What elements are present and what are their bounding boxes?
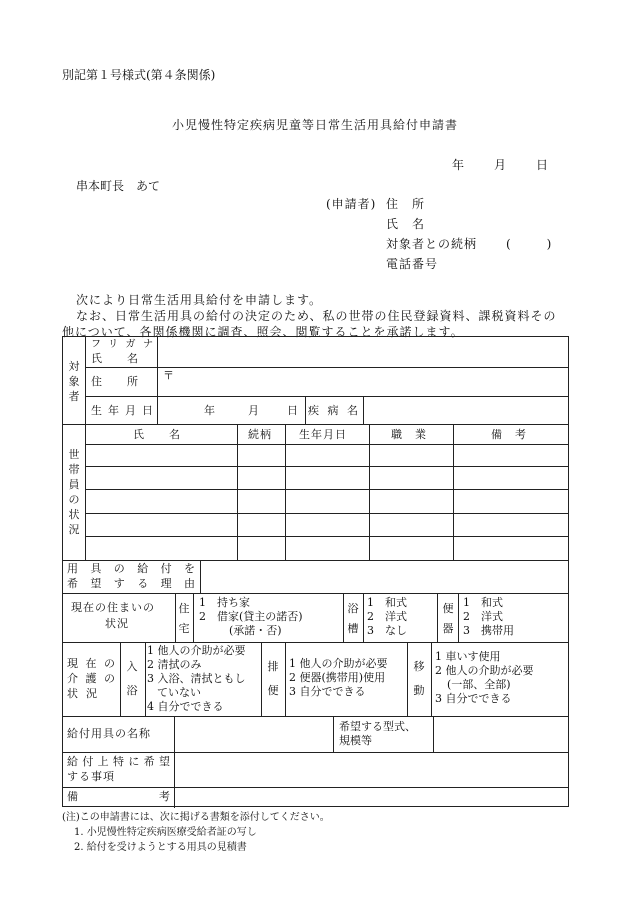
- applicant-relation-label: 対象者との続柄: [386, 237, 478, 251]
- applicant-phone-label: 電話番号: [386, 257, 439, 271]
- care-label-3: 状況: [67, 687, 97, 700]
- notes-intro: (注)この申請書には、次に掲げる書類を添付してください。: [62, 812, 330, 823]
- dob-month: 月: [248, 404, 259, 417]
- housing-label-1: 現在の住まいの: [71, 601, 155, 614]
- household-header-name: 氏 名: [133, 428, 181, 441]
- date-year: 年: [452, 158, 465, 172]
- household-header-dob: 生年月日: [299, 428, 347, 441]
- household-header-occupation: 職 業: [391, 428, 427, 441]
- applicant-name-label: 氏 名: [386, 217, 426, 231]
- household-header-relation: 続柄: [248, 428, 272, 441]
- disease-label: 疾病名: [308, 404, 358, 417]
- house-option-2: 2 借家(貸主の諾否): [199, 610, 303, 623]
- household-section-label: 世帯員の状況: [68, 448, 80, 536]
- toilet-option-3: 3 携帯用: [463, 624, 514, 637]
- care-label-1: 現在の: [67, 657, 115, 670]
- toilet-option-1: 1 和式: [463, 596, 503, 609]
- house-option-1: 1 持ち家: [199, 596, 250, 609]
- care-excretion-label: 排便: [267, 660, 279, 697]
- house-option-3: (承諾・否): [229, 624, 282, 637]
- intro-text-2b: 他について、各関係機関に調査、照会、閲覧することを承諾します。: [62, 325, 464, 339]
- applicant-address-label: 住 所: [386, 197, 426, 211]
- care-movement-option-1: 1 車いす使用: [435, 650, 501, 663]
- care-excretion-option-1: 1 他人の介助が必要: [289, 657, 388, 670]
- care-movement-option-3: 3 自分でできる: [435, 692, 512, 705]
- care-bath-option-2: 2 清拭のみ: [147, 658, 202, 671]
- care-bath-option-1: 1 他人の介助が必要: [147, 644, 246, 657]
- date-month: 月: [494, 158, 507, 172]
- page-title: 小児慢性特定疾病児童等日常生活用具給付申請書: [172, 118, 459, 132]
- intro-text-1: 次により日常生活用具給付を申請します。: [76, 293, 323, 307]
- toilet-label: 便器: [442, 602, 454, 635]
- date-day: 日: [536, 158, 549, 172]
- care-bath-option-3b: ていない: [157, 686, 201, 699]
- application-form-table: [62, 336, 569, 807]
- reason-label-1: 用具の給付を: [67, 562, 195, 575]
- postal-mark: 〒: [163, 369, 174, 382]
- intro-text-2a: なお、日常生活用具の給付の決定のため、私の世帯の住民登録資料、課税資料その: [76, 309, 557, 323]
- reason-label-2: 希望する理由: [67, 577, 195, 590]
- subject-section-label: 対象者: [68, 360, 80, 403]
- applicant-label: (申請者): [326, 197, 377, 211]
- housing-label-2: 状況: [105, 617, 129, 630]
- care-excretion-option-2: 2 便器(携帯用)使用: [289, 671, 386, 684]
- furigana-label: フリガナ: [91, 339, 153, 350]
- bathtub-option-1: 1 和式: [367, 596, 407, 609]
- house-label: 住宅: [178, 602, 190, 635]
- desired-model-label-1: 希望する型式、: [339, 720, 416, 733]
- dob-day: 日: [287, 404, 298, 417]
- toilet-option-2: 2 洋式: [463, 610, 503, 623]
- dob-year: 年: [204, 404, 215, 417]
- dob-label: 生年月日: [91, 404, 153, 417]
- bathtub-label: 浴槽: [347, 602, 359, 635]
- care-bath-option-3a: 3 入浴、清拭ともし: [147, 672, 246, 685]
- notes-item-1: 1. 小児慢性特定疾病医療受給者証の写し: [74, 827, 257, 838]
- bathtub-option-2: 2 洋式: [367, 610, 407, 623]
- care-label-2: 介護の: [67, 672, 115, 685]
- subject-name-label: 氏 名: [91, 352, 139, 365]
- care-excretion-option-3: 3 自分でできる: [289, 685, 366, 698]
- special-request-label-1: 給付上特に希望: [67, 755, 170, 768]
- care-movement-option-2: 2 他人の介助が必要: [435, 664, 534, 677]
- form-number: 別記第１号様式(第４条関係): [62, 68, 216, 82]
- household-header-remarks: 備 考: [491, 428, 527, 441]
- special-request-label-2: する事項: [67, 770, 115, 783]
- subject-address-label: 住 所: [91, 375, 139, 388]
- care-movement-label: 移動: [413, 660, 425, 697]
- care-movement-option-2b: (一部、全部): [447, 678, 511, 691]
- care-bath-label: 入浴: [126, 660, 138, 697]
- desired-model-label-2: 規模等: [339, 734, 372, 747]
- bathtub-option-3: 3 なし: [367, 624, 407, 637]
- care-bath-option-4: 4 自分でできる: [147, 700, 224, 713]
- applicant-relation-paren: ( ): [506, 237, 552, 251]
- notes-item-2: 2. 給付を受けようとする用具の見積書: [74, 842, 247, 853]
- addressee: 串本町長 あて: [76, 179, 161, 193]
- remarks-label: 備 考: [67, 790, 170, 803]
- equipment-name-label: 給付用具の名称: [67, 727, 151, 740]
